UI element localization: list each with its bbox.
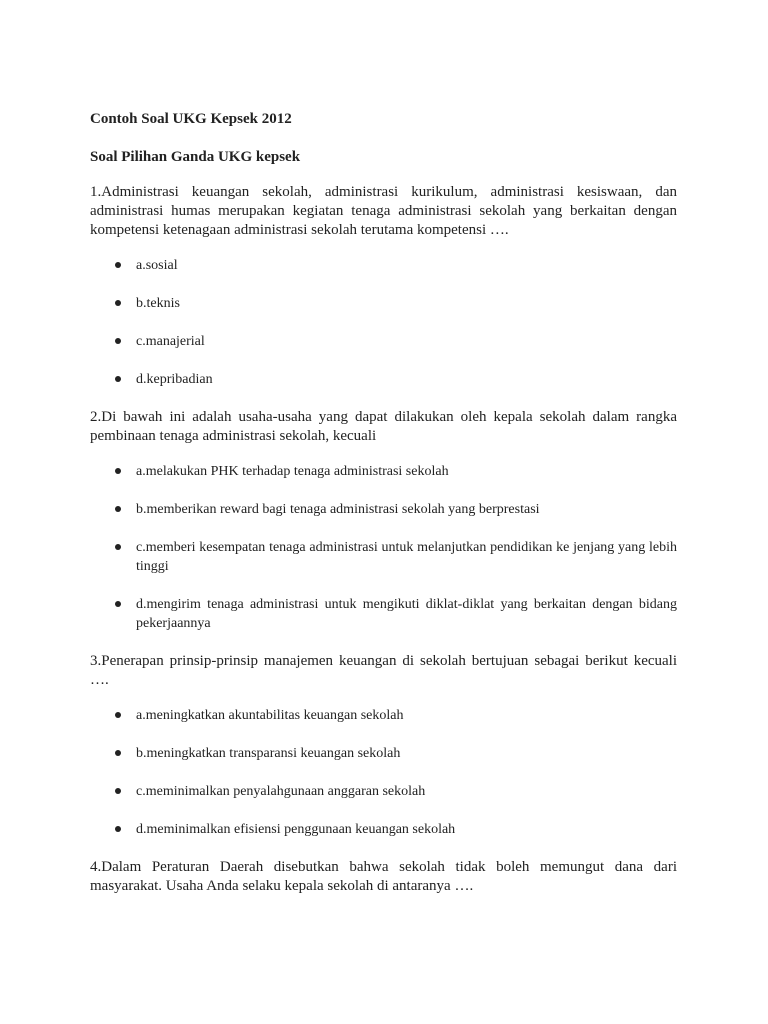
bullet-icon <box>115 826 121 832</box>
question-3-text: 3.Penerapan prinsip-prinsip manajemen keuangan di sekolah bertujuan sebagai berikut kecuali …. <box>90 653 677 688</box>
bullet-icon <box>115 262 121 268</box>
question-3-option-b <box>90 744 677 763</box>
option-label: c.manajerial <box>136 334 205 349</box>
question-1-options <box>90 256 677 389</box>
option-label: a.melakukan PHK terhadap tenaga administrasi sekolah <box>136 464 449 479</box>
option-label: c.meminimalkan penyalahgunaan anggaran sekolah <box>136 784 426 799</box>
bullet-icon <box>115 712 121 718</box>
question-2-option-c <box>90 538 677 576</box>
option-label: b.memberikan reward bagi tenaga administrasi sekolah yang berprestasi <box>136 502 540 517</box>
question-1-option-a <box>90 256 677 275</box>
bullet-icon <box>115 376 121 382</box>
bullet-icon <box>115 788 121 794</box>
bullet-icon <box>115 544 121 550</box>
question-2-options <box>90 462 677 633</box>
question-1-text: 1.Administrasi keuangan sekolah, administrasi kurikulum, administrasi kesiswaan, dan administrasi humas merupakan kegiatan tenaga administrasi sekolah yang berkaitan dengan kompetensi ketenagaan administrasi sekolah terutama kompetensi …. <box>90 184 677 238</box>
bullet-icon <box>115 468 121 474</box>
option-label: b.teknis <box>136 296 180 311</box>
question-1-option-c <box>90 332 677 351</box>
document-title: Contoh Soal UKG Kepsek 2012 <box>90 111 292 127</box>
option-label: d.kepribadian <box>136 372 213 387</box>
question-3-options <box>90 706 677 839</box>
bullet-icon <box>115 300 121 306</box>
question-1-option-b <box>90 294 677 313</box>
question-2-text: 2.Di bawah ini adalah usaha-usaha yang dapat dilakukan oleh kepala sekolah dalam rangka pembinaan tenaga administrasi sekolah, kecuali <box>90 409 677 444</box>
option-label: c.memberi kesempatan tenaga administrasi untuk melanjutkan pendidikan ke jenjang yang lebih tinggi <box>136 540 677 574</box>
option-label: a.meningkatkan akuntabilitas keuangan sekolah <box>136 708 404 723</box>
bullet-icon <box>115 750 121 756</box>
option-label: b.meningkatkan transparansi keuangan sekolah <box>136 746 401 761</box>
bullet-icon <box>115 338 121 344</box>
option-label: d.meminimalkan efisiensi penggunaan keuangan sekolah <box>136 822 456 837</box>
question-1-option-d <box>90 370 677 389</box>
document-subtitle: Soal Pilihan Ganda UKG kepsek <box>90 149 301 165</box>
question-2-option-b <box>90 500 677 519</box>
bullet-icon <box>115 601 121 607</box>
question-2-option-a <box>90 462 677 481</box>
option-label: a.sosial <box>136 258 178 273</box>
option-label: d.mengirim tenaga administrasi untuk mengikuti diklat-diklat yang berkaitan dengan bidang pekerjaannya <box>136 597 677 631</box>
question-3-option-c <box>90 782 677 801</box>
question-3-option-a <box>90 706 677 725</box>
question-2-option-d <box>90 595 677 633</box>
document-page <box>90 110 677 912</box>
bullet-icon <box>115 506 121 512</box>
question-4-text: 4.Dalam Peraturan Daerah disebutkan bahwa sekolah tidak boleh memungut dana dari masyarakat. Usaha Anda selaku kepala sekolah di antaranya …. <box>90 859 677 894</box>
question-3-option-d <box>90 820 677 839</box>
